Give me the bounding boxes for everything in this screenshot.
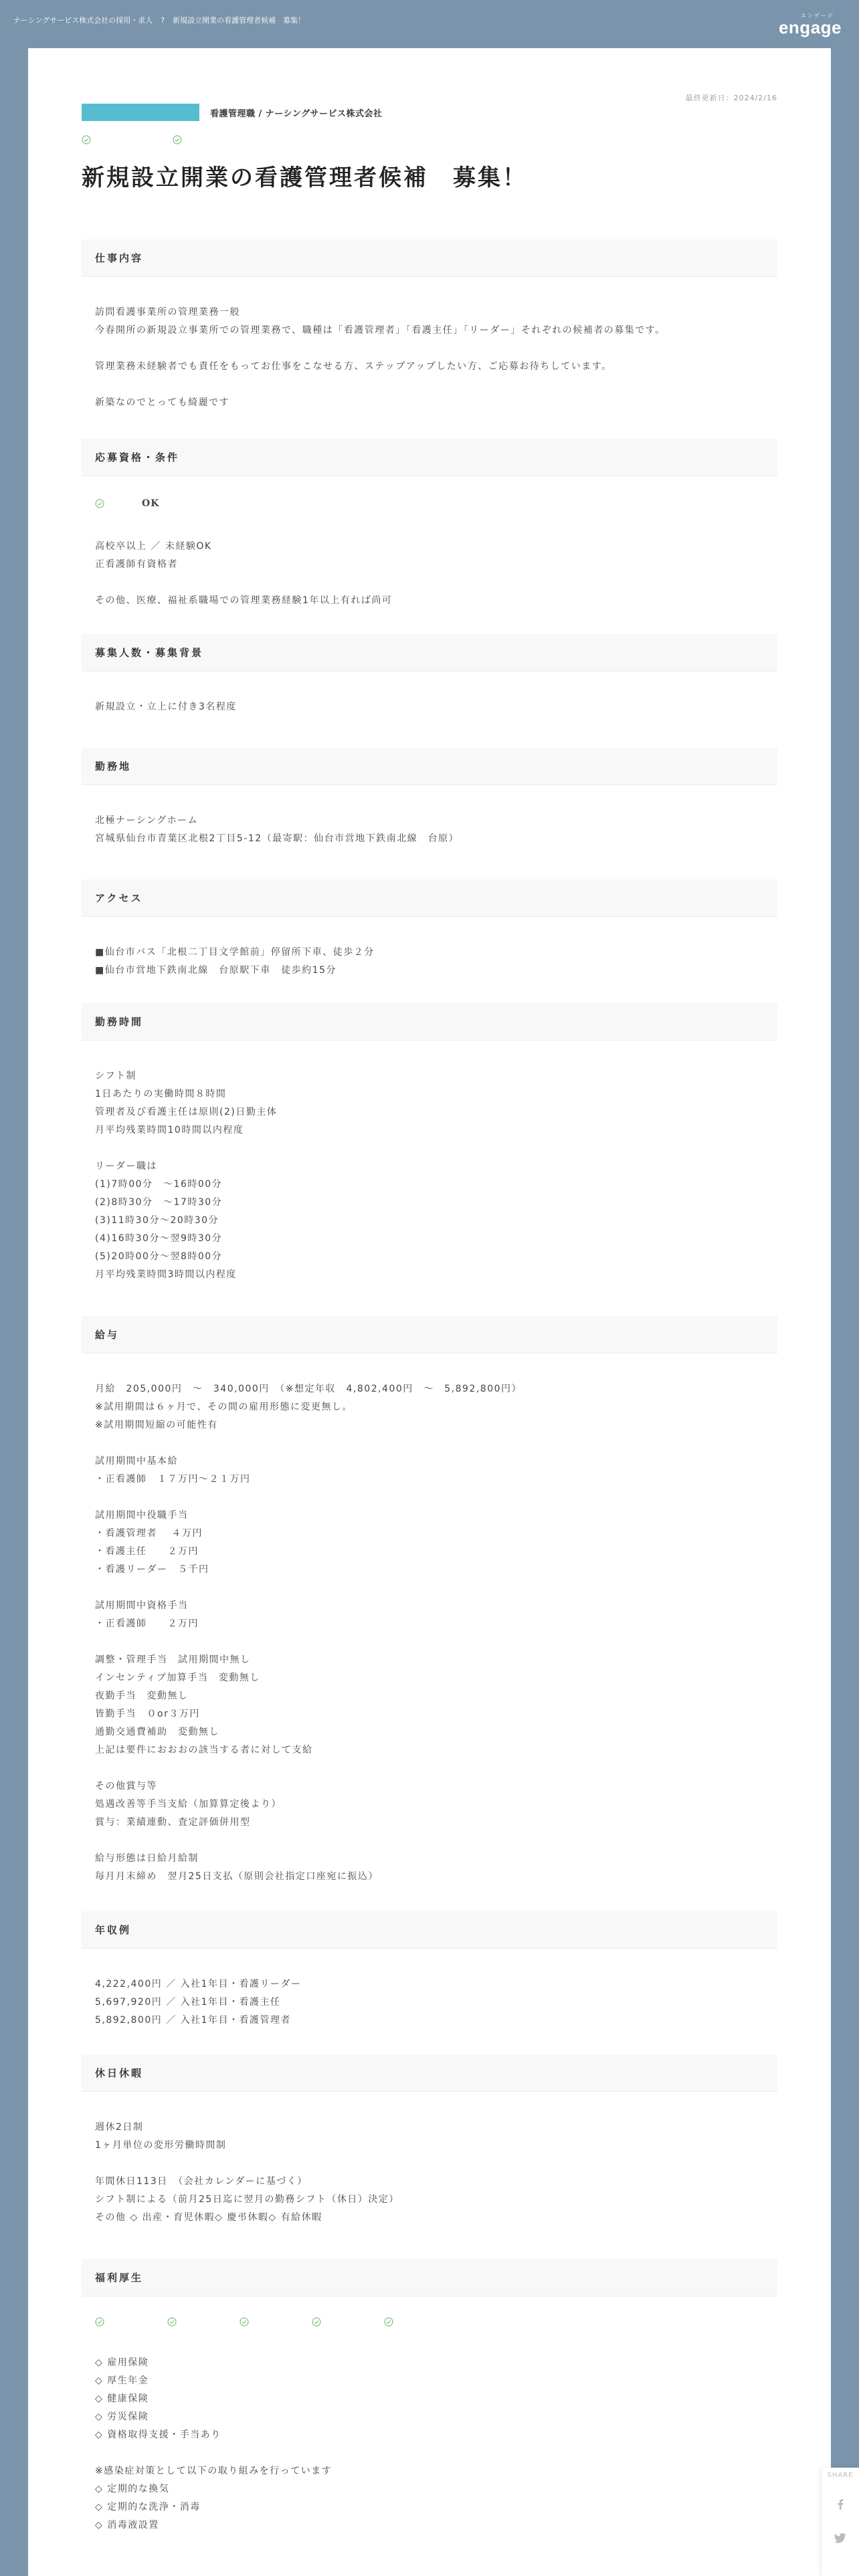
body-line: 調整・管理手当 試用期間中無し: [95, 1654, 251, 1665]
body-line: 宮城県仙台市青葉区北根2丁目5-12（最寄駅：仙台市営地下鉄南北線 台原）: [95, 833, 460, 844]
body-line: 5,892,800円 ／ 入社1年目・看護管理者: [95, 2015, 292, 2026]
body-line: シフト制: [95, 1071, 136, 1081]
body-line: 賞与：業績連動、査定評価併用型: [95, 1817, 251, 1828]
body-line: その他 ◇ 出産・育児休暇◇ 慶弔休暇◇ 有給休暇: [95, 2212, 322, 2223]
section-hours: [82, 1003, 777, 1284]
section-heading: 仕事内容: [82, 239, 777, 277]
facebook-icon[interactable]: [834, 2498, 847, 2511]
body-line: (2)8時30分 〜17時30分: [95, 1197, 223, 1208]
line-spacer: [95, 1434, 764, 1453]
share-panel: [822, 2468, 859, 2576]
body-line: 新規設立・立上に付き3名程度: [95, 702, 237, 712]
check-circle-icon: [95, 2317, 104, 2327]
body-line: 管理業務未経験者でも責任をもってお仕事をこなせる方、ステップアップしたい方、ご応募お待ちしています。: [95, 361, 612, 372]
section-body: [82, 1041, 777, 1284]
line-spacer: [95, 1140, 764, 1158]
breadcrumb: [13, 15, 305, 25]
body-line: インセンティブ加算手当 変動無し: [95, 1673, 260, 1683]
body-line: ◇ 雇用保険: [95, 2357, 149, 2368]
section-access: [82, 879, 777, 980]
section-heading: 応募資格・条件: [82, 439, 777, 476]
check-circle-icon: [312, 2317, 321, 2327]
body-line: 夜勤手当 変動無し: [95, 1691, 189, 1701]
section-body: [82, 671, 777, 716]
body-line: (3)11時30分〜20時30分: [95, 1215, 219, 1226]
body-line: 給与形態は日給月給制: [95, 1853, 199, 1864]
ok-badge-row: [95, 496, 764, 511]
section-welfare: [82, 2259, 777, 2535]
section-heading: 年収例: [82, 1911, 777, 1949]
line-spacer: [95, 2155, 764, 2173]
body-line: ◇ 労災保険: [95, 2411, 149, 2422]
body-line: 北極ナーシングホーム: [95, 815, 199, 826]
section-heading: 休日休暇: [82, 2054, 777, 2092]
section-body: [82, 785, 777, 848]
body-line: 正看護師有資格者: [95, 559, 178, 570]
body-line: ※試用期間短縮の可能性有: [95, 1420, 218, 1430]
body-line: リーダー職は: [95, 1161, 157, 1172]
body-line: ■仙台市バス「北根二丁目文学館前」停留所下車、徒歩２分: [95, 947, 375, 958]
section-heading: 勤務地: [82, 748, 777, 785]
body-line: 1ヶ月単位の変形労働時間制: [95, 2140, 227, 2151]
check-circle-icon: [384, 2317, 393, 2327]
body-line: その他賞与等: [95, 1781, 157, 1792]
section-openings: [82, 634, 777, 716]
job-type-banner: [82, 104, 199, 121]
twitter-icon[interactable]: [834, 2531, 847, 2545]
body-line: 管理者及び看護主任は原則(2)日勤主体: [95, 1107, 278, 1117]
body-line: ◇ 消毒液設置: [95, 2520, 159, 2531]
body-line: ・看護主任 ２万円: [95, 1546, 199, 1557]
body-line: (1)7時00分 〜16時00分: [95, 1179, 223, 1190]
body-line: ◇ 厚生年金: [95, 2375, 149, 2386]
body-line: 処遇改善等手当支給（加算算定後より）: [95, 1799, 282, 1810]
line-spacer: [95, 574, 764, 592]
body-line: 上記は要件におおおの該当する者に対して支給: [95, 1745, 313, 1755]
body-line: 試用期間中資格手当: [95, 1600, 189, 1611]
section-body: [82, 917, 777, 980]
breadcrumb-current: 新規設立開業の看護管理者候補 募集！: [173, 16, 306, 25]
logo-word: engage: [778, 17, 842, 37]
check-circle-icon: [173, 135, 182, 144]
body-line: 今春開所の新規設立事業所での管理業務で、職種は「看護管理者」「看護主任」「リーダー」それぞれの候補者の募集です。: [95, 325, 666, 336]
section-body: [82, 277, 777, 412]
section-heading: 勤務時間: [82, 1003, 777, 1041]
body-line: ※感染症対策として以下の取り組みを行っています: [95, 2466, 332, 2476]
body-line: 訪問看護事業所の管理業務一般: [95, 307, 240, 318]
logo-kana: エンゲージ: [801, 13, 834, 19]
section-heading: 給与: [82, 1316, 777, 1354]
company-line: 看護管理職 / ナーシングサービス株式会社: [210, 108, 383, 119]
section-salary: [82, 1316, 777, 1886]
body-line: 毎月月末締め 翌月25日支払（原則会社指定口座宛に振込）: [95, 1871, 379, 1882]
breadcrumb-company-link[interactable]: ナーシングサービス株式会社の採用・求人: [13, 16, 153, 25]
body-line: 試用期間中基本給: [95, 1456, 178, 1467]
last-updated: 最終更新日：2024/2/16: [685, 94, 777, 102]
body-line: ◇ 定期的な換気: [95, 2484, 170, 2494]
body-line: (5)20時00分〜翌8時00分: [95, 1251, 223, 1262]
check-circle-icon: [240, 2317, 249, 2327]
body-line: ■仙台市営地下鉄南北線 台原駅下車 徒歩約15分: [95, 965, 337, 976]
section-holidays: [82, 2054, 777, 2227]
line-spacer: [95, 1633, 764, 1651]
body-line: ・看護リーダー ５千円: [95, 1564, 209, 1575]
section-work: [82, 239, 777, 412]
body-line: 試用期間中役職手当: [95, 1510, 189, 1521]
line-spacer: [95, 2444, 764, 2462]
section-heading: アクセス: [82, 879, 777, 917]
body-line: 新築なのでとっても綺麗です: [95, 397, 230, 408]
job-title: 新規設立開業の看護管理者候補 募集！: [82, 165, 527, 191]
check-circle-icon: [95, 499, 104, 508]
engage-logo[interactable]: [779, 12, 842, 35]
line-spacer: [95, 340, 764, 358]
line-spacer: [95, 1759, 764, 1778]
body-line: 4,222,400円 ／ 入社1年目・看護リーダー: [95, 1979, 302, 1990]
body-line: 年間休日113日 （会社カレンダーに基づく）: [95, 2176, 308, 2187]
section-requirements: [82, 439, 777, 610]
section-body: [82, 1949, 777, 2030]
body-line: その他、医療、福祉系職場での管理業務経験1年以上有れば尚可: [95, 595, 393, 606]
body-line: ◇ 定期的な洗浄・消毒: [95, 2502, 201, 2512]
body-line: ◇ 資格取得支援・手当あり: [95, 2430, 221, 2440]
share-label: SHARE: [827, 2472, 854, 2479]
body-line: ※試用期間は６ヶ月で、その間の雇用形態に変更無し。: [95, 1402, 353, 1412]
welfare-badges: [95, 2315, 764, 2329]
body-line: シフト制による（前月25日迄に翌月の勤務シフト（休日）決定）: [95, 2194, 399, 2205]
section-annual-income: [82, 1911, 777, 2030]
body-line: 1日あたりの実働時間８時間: [95, 1089, 227, 1099]
section-body: [95, 538, 764, 610]
section-body: [95, 2354, 764, 2535]
section-heading: 福利厚生: [82, 2259, 777, 2296]
body-line: ・看護管理者 ４万円: [95, 1528, 203, 1539]
line-spacer: [95, 1579, 764, 1597]
body-line: 皆勤手当 ０or３万円: [95, 1709, 200, 1719]
body-line: 週休2日制: [95, 2122, 144, 2133]
line-spacer: [95, 1832, 764, 1850]
breadcrumb-separator: ?: [161, 16, 165, 25]
body-line: 通勤交通費補助 変動無し: [95, 1727, 219, 1737]
body-line: ◇ 健康保険: [95, 2393, 149, 2404]
body-line: 5,697,920円 ／ 入社1年目・看護主任: [95, 1997, 281, 2008]
body-line: ・正看護師 １７万円〜２１万円: [95, 1474, 251, 1485]
body-line: (4)16時30分〜翌9時30分: [95, 1233, 223, 1244]
section-body: [82, 2092, 777, 2227]
body-line: 月平均残業時間10時間以内程度: [95, 1125, 244, 1136]
body-line: ・正看護師 ２万円: [95, 1618, 199, 1629]
line-spacer: [95, 1489, 764, 1507]
section-heading: 募集人数・募集背景: [82, 634, 777, 671]
body-line: 月給 205,000円 〜 340,000円 （※想定年収 4,802,400円 〜 5,892,800円）: [95, 1384, 522, 1394]
body-line: 月平均残業時間3時間以内程度: [95, 1269, 237, 1280]
ok-label: OK: [142, 498, 160, 509]
body-line: 高校卒以上 ／ 未経験OK: [95, 541, 212, 552]
line-spacer: [95, 376, 764, 394]
section-location: [82, 748, 777, 848]
check-circle-icon: [82, 135, 91, 144]
job-category-row: [82, 104, 382, 121]
top-bar: [0, 0, 859, 48]
feature-badges: [82, 135, 264, 144]
check-circle-icon: [167, 2317, 177, 2327]
section-body: [82, 1354, 777, 1886]
